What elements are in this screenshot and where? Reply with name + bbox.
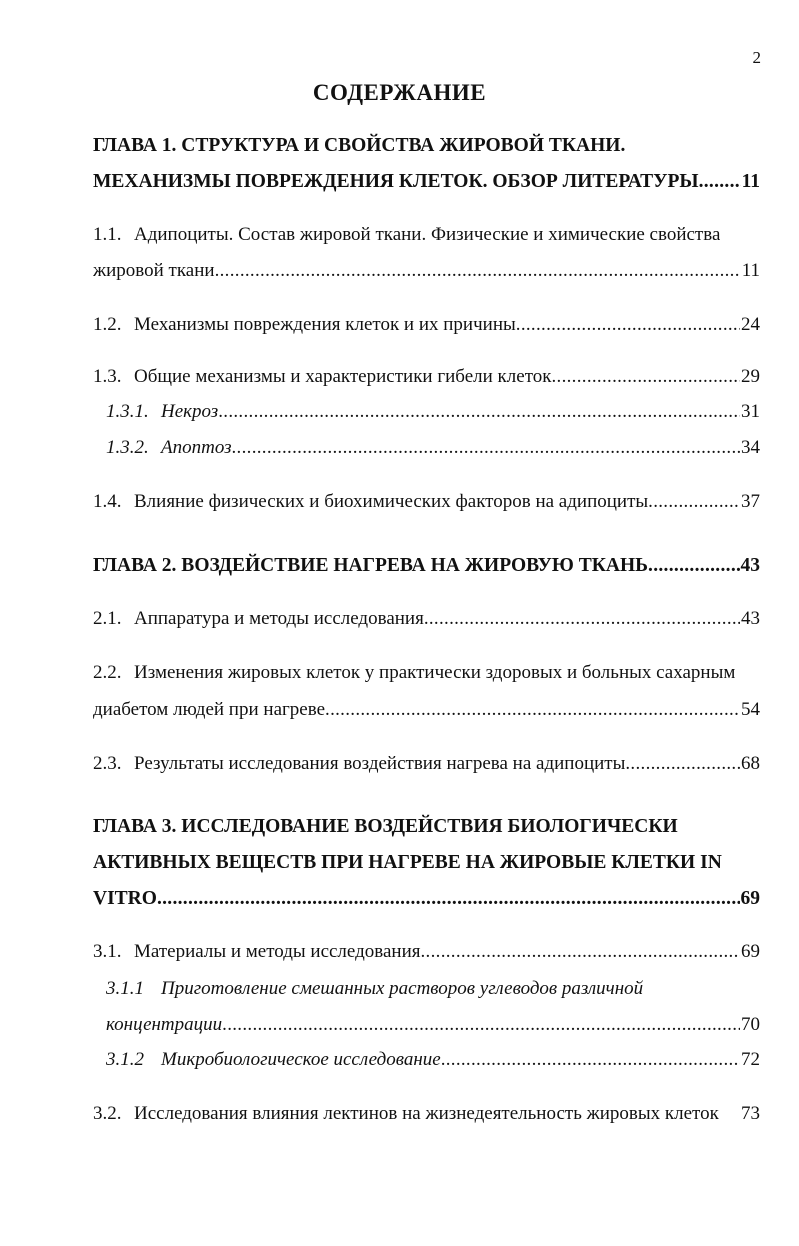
toc-section-title-cont: жировой ткани bbox=[93, 260, 215, 281]
toc-subsection-number: 3.1.2 bbox=[106, 1049, 144, 1070]
toc-section-title: Материалы и методы исследования bbox=[134, 941, 421, 962]
toc-chapter-2[interactable] bbox=[93, 553, 760, 579]
leader-dots bbox=[551, 364, 740, 390]
toc-section-2-1[interactable] bbox=[93, 606, 760, 632]
toc-section-number: 3.1. bbox=[93, 941, 122, 962]
toc-section-number: 3.2. bbox=[93, 1103, 122, 1124]
toc-section-page: 69 bbox=[741, 941, 760, 962]
toc-section-3-1[interactable] bbox=[93, 939, 760, 965]
toc-chapter-1-line2 bbox=[93, 169, 760, 195]
toc-chapter-3-page: 69 bbox=[740, 888, 760, 909]
toc-chapter-1-line1: ГЛАВА 1. СТРУКТУРА И СВОЙСТВА ЖИРОВОЙ ТКАНИ. bbox=[93, 135, 626, 156]
toc-section-title: Результаты исследования воздействия нагрева на адипоциты bbox=[134, 753, 626, 774]
toc-section-title: Изменения жировых клеток у практически здоровых и больных сахарным bbox=[134, 662, 736, 683]
toc-section-3-2[interactable] bbox=[93, 1101, 760, 1127]
toc-subsection-number: 1.3.2. bbox=[106, 437, 149, 458]
toc-subsection-title: Приготовление смешанных растворов углеводов различной bbox=[161, 978, 644, 999]
toc-chapter-3-line2: АКТИВНЫХ ВЕЩЕСТВ ПРИ НАГРЕВЕ НА ЖИРОВЫЕ КЛЕТКИ IN bbox=[93, 852, 722, 873]
toc-section-title: Общие механизмы и характеристики гибели клеток bbox=[134, 366, 552, 387]
toc-section-title-cont: диабетом людей при нагреве bbox=[93, 699, 326, 720]
toc-section-number: 1.3. bbox=[93, 366, 122, 387]
toc-section-title: Аппаратура и методы исследования bbox=[134, 608, 424, 629]
toc-subsection-page: 34 bbox=[741, 437, 760, 458]
leader-dots bbox=[699, 169, 741, 195]
toc-section-number: 2.1. bbox=[93, 608, 122, 629]
toc-section-1-3[interactable] bbox=[93, 364, 760, 390]
toc-chapter-2-title: ГЛАВА 2. ВОЗДЕЙСТВИЕ НАГРЕВА НА ЖИРОВУЮ ТКАНЬ bbox=[93, 555, 649, 576]
toc-section-page: 73 bbox=[741, 1103, 760, 1124]
toc-chapter-2-page: 43 bbox=[740, 555, 760, 576]
leader-dots bbox=[218, 399, 740, 425]
toc-subsection-number: 1.3.1. bbox=[106, 401, 149, 422]
toc-section-title: Влияние физических и биохимических факторов на адипоциты bbox=[134, 491, 649, 512]
leader-dots bbox=[421, 939, 741, 965]
leader-dots bbox=[648, 489, 740, 515]
toc-subsection-3-1-1-line2 bbox=[106, 1012, 760, 1038]
toc-subsection-1-3-2[interactable] bbox=[106, 435, 760, 461]
toc-section-page: 11 bbox=[741, 260, 760, 281]
leader-dots bbox=[325, 697, 740, 723]
toc-subsection-number: 3.1.1 bbox=[106, 978, 144, 999]
toc-section-page: 68 bbox=[741, 753, 760, 774]
toc-section-number: 2.3. bbox=[93, 753, 122, 774]
toc-section-page: 43 bbox=[741, 608, 760, 629]
toc-subsection-title-cont: концентрации bbox=[106, 1014, 223, 1035]
toc-section-2-2-line2 bbox=[93, 697, 760, 723]
toc-chapter-1-title: МЕХАНИЗМЫ ПОВРЕЖДЕНИЯ КЛЕТОК. ОБЗОР ЛИТЕРАТУРЫ bbox=[93, 171, 699, 192]
toc-chapter-3-title-cont: VITRO bbox=[93, 888, 157, 909]
leader-dots bbox=[424, 606, 740, 632]
toc-chapter-3-line1: ГЛАВА 3. ИССЛЕДОВАНИЕ ВОЗДЕЙСТВИЯ БИОЛОГИЧЕСКИ bbox=[93, 816, 678, 837]
toc-section-page: 37 bbox=[741, 491, 760, 512]
leader-dots bbox=[648, 553, 739, 579]
toc-chapter-3-line3 bbox=[93, 886, 760, 912]
toc-subsection-title: Апоптоз bbox=[161, 437, 232, 458]
page-title: СОДЕРЖАНИЕ bbox=[312, 80, 487, 105]
toc-section-title: Адипоциты. Состав жировой ткани. Физические и химические свойства bbox=[134, 224, 721, 245]
toc-subsection-page: 72 bbox=[741, 1049, 760, 1070]
toc-section-1-4[interactable] bbox=[93, 489, 760, 515]
toc-section-number: 1.1. bbox=[93, 224, 122, 245]
toc-section-page: 29 bbox=[741, 366, 760, 387]
toc-section-1-1-line1 bbox=[93, 222, 720, 248]
page-number: 2 bbox=[752, 48, 761, 67]
leader-dots bbox=[157, 886, 740, 912]
toc-section-number: 2.2. bbox=[93, 662, 122, 683]
toc-subsection-3-1-1-line1 bbox=[106, 976, 643, 1002]
toc-section-2-2-line1 bbox=[93, 660, 735, 686]
toc-section-1-1-line2 bbox=[93, 258, 760, 284]
toc-section-1-2[interactable] bbox=[93, 312, 760, 338]
toc-subsection-page: 31 bbox=[741, 401, 760, 422]
leader-dots bbox=[222, 1012, 740, 1038]
leader-dots bbox=[516, 312, 740, 338]
toc-section-title: Исследования влияния лектинов на жизнедеятельность жировых клеток bbox=[134, 1103, 719, 1124]
toc-section-number: 1.4. bbox=[93, 491, 122, 512]
toc-subsection-title: Некроз bbox=[161, 401, 219, 422]
leader-dots bbox=[441, 1047, 740, 1073]
toc-subsection-1-3-1[interactable] bbox=[106, 399, 760, 425]
toc-subsection-page: 70 bbox=[741, 1014, 760, 1035]
toc-section-title: Механизмы повреждения клеток и их причины bbox=[134, 314, 516, 335]
leader-dots bbox=[215, 258, 741, 284]
leader-dots bbox=[625, 751, 740, 777]
leader-dots bbox=[232, 435, 741, 461]
toc-section-number: 1.2. bbox=[93, 314, 122, 335]
toc-subsection-3-1-2[interactable] bbox=[106, 1047, 760, 1073]
toc-section-2-3[interactable] bbox=[93, 751, 760, 777]
toc-section-page: 54 bbox=[741, 699, 760, 720]
toc-chapter-1-page: 11 bbox=[741, 171, 760, 192]
toc-subsection-title: Микробиологическое исследование bbox=[161, 1049, 441, 1070]
toc-section-page: 24 bbox=[741, 314, 760, 335]
